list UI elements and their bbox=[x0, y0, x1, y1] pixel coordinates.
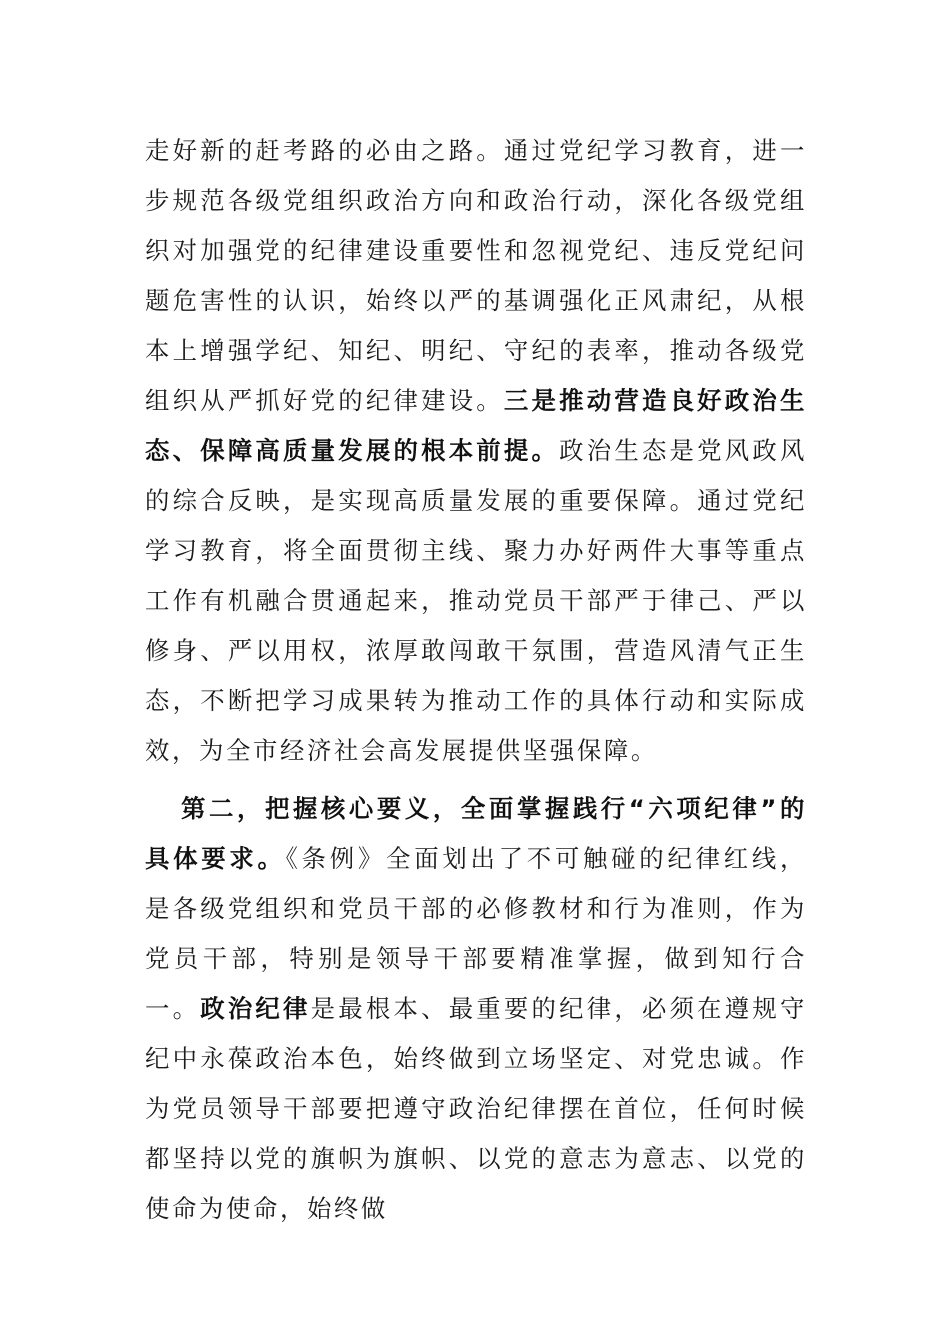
paragraph-1-bold-heading: 三是推动营造良好政治生态、保障高质量发展的根本前提。 bbox=[145, 386, 807, 465]
paragraph-2-bold-heading: 第二，把握核心要义，全面掌握践行“六项纪律”的具体要求。 bbox=[145, 794, 807, 873]
paragraph-1-text-a: 走好新的赶考路的必由之路。通过党纪学习教育，进一步规范各级党组织政治方向和政治行动，深化各级党组织对加强党的纪律建设重要性和忽视党纪、违反党纪问题危害性的认识，始终以严的基调强化正风肃纪，从根本上增强学纪、知纪、明纪、守纪的表率，推动各级党组织从严抓好党的纪律建设。 bbox=[145, 136, 807, 415]
paragraph-2-bold-term: 政治纪律 bbox=[200, 994, 311, 1023]
paragraph-1-text-b: 政治生态是党风政风的综合反映，是实现高质量发展的重要保障。通过党纪学习教育，将全面贯彻主线、聚力办好两件大事等重点工作有机融合贯通起来，推动党员干部严于律己、严以修身、严以用权，浓厚敢闯敢干氛围，营造风清气正生态，不断把学习成果转为推动工作的具体行动和实际成效，为全市经济社会高发展提供坚强保障。 bbox=[145, 436, 807, 765]
paragraph-2-text-b: 是最根本、最重要的纪律，必须在遵规守纪中永葆政治本色，始终做到立场坚定、对党忠诚。作为党员领导干部要把遵守政治纪律摆在首位，任何时候都坚持以党的旗帜为旗帜、以党的意志为意志、以党的使命为使命，始终做 bbox=[145, 994, 807, 1223]
document-body bbox=[145, 126, 807, 1234]
paragraph-1 bbox=[145, 126, 807, 776]
paragraph-2-text-a: 《条例》全面划出了不可触碰的纪律红线，是各级党组织和党员干部的必修教材和行为准则，作为党员干部，特别是领导干部要精准掌握，做到知行合一。 bbox=[145, 844, 807, 1023]
paragraph-2 bbox=[145, 784, 807, 1234]
